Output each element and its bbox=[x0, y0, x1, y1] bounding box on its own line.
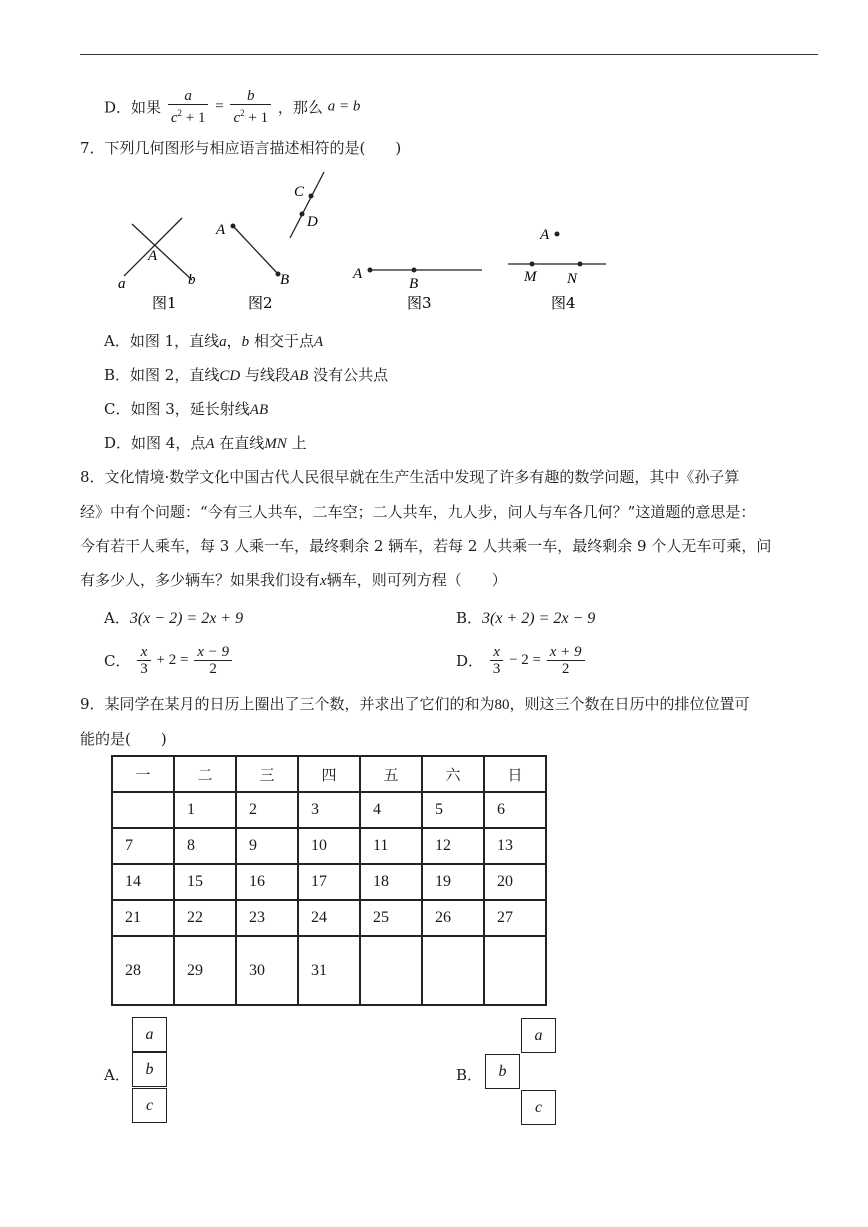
weekday-header: 四 bbox=[298, 756, 360, 792]
fraction-numerator: x + 9 bbox=[549, 644, 582, 660]
stem-text: 9．某同学在某月的日历上圈出了三个数，并求出了它们的和为 bbox=[80, 695, 495, 713]
point-label-B: B bbox=[409, 276, 419, 292]
calendar-cell: 22 bbox=[174, 900, 236, 936]
q8-stem-line1: 8．文化情境·数学文化中国古代人民很早就在生产生活中发现了许多有趣的数学问题，其中《孙子算 bbox=[80, 468, 740, 486]
option-text: ，那么 bbox=[277, 98, 323, 117]
calendar-cell: 23 bbox=[236, 900, 298, 936]
pattern-cell-b: b bbox=[485, 1054, 520, 1089]
fraction bbox=[547, 644, 585, 677]
q8-stem-line2: 经》中有个问题：“今有三人共车，二车空；二人共车，九人步，问人与车各几何？”这道题的意思是： bbox=[80, 503, 756, 521]
calendar-cell: 3 bbox=[298, 792, 360, 828]
line-label-a: a bbox=[118, 276, 126, 292]
point-label-D: D bbox=[307, 214, 318, 230]
option-math: AB bbox=[249, 402, 269, 418]
q7-stem: 7．下列几何图形与相应语言描述相符的是( ) bbox=[80, 139, 402, 157]
calendar-cell: 6 bbox=[484, 792, 546, 828]
point-label-C: C bbox=[294, 184, 305, 200]
option-text: 没有公共点 bbox=[308, 366, 389, 384]
option-text: 上 bbox=[286, 434, 307, 452]
calendar-cell bbox=[484, 936, 546, 1005]
fraction-denominator: 2 bbox=[194, 660, 232, 677]
fraction bbox=[194, 644, 232, 677]
option-text: D．如图 4，点 bbox=[104, 434, 206, 452]
denominator-rest: + 1 bbox=[244, 110, 269, 126]
figure-2 bbox=[215, 172, 324, 312]
calendar-cell: 2 bbox=[236, 792, 298, 828]
calendar-cell: 12 bbox=[422, 828, 484, 864]
header-rule bbox=[80, 54, 818, 55]
option-text: A．如图 1，直线 bbox=[104, 332, 220, 350]
point-label-A: A bbox=[216, 222, 226, 238]
weekday-header: 六 bbox=[422, 756, 484, 792]
figure-caption: 图2 bbox=[248, 294, 273, 312]
option-label: D．如果 bbox=[104, 98, 162, 117]
stem-number: 80 bbox=[494, 697, 510, 713]
option-math: 3(x + 2) = 2x − 9 bbox=[482, 610, 596, 627]
q8-option-a[interactable] bbox=[104, 607, 243, 628]
calendar-cell: 18 bbox=[360, 864, 422, 900]
fraction-denominator: 3 bbox=[490, 660, 504, 677]
option-text: 在直线 bbox=[214, 434, 265, 452]
q8-stem-line3: 今有若干人乘车，每 3 人乘一车，最终剩余 2 辆车，若每 2 人共乘一车，最终剩余 9 个人无车可乘，问 bbox=[80, 537, 772, 555]
equals-sign: = bbox=[215, 98, 224, 115]
weekday-header: 二 bbox=[174, 756, 236, 792]
option-label: B． bbox=[456, 609, 483, 627]
point-label-A: A bbox=[540, 227, 550, 243]
calendar-row bbox=[112, 828, 546, 864]
calendar-cell: 4 bbox=[360, 792, 422, 828]
option-math: CD bbox=[219, 368, 241, 384]
option-text: 相交于点 bbox=[249, 332, 314, 350]
fraction-denominator: 2 bbox=[547, 660, 585, 677]
q9-option-b-label[interactable]: B． bbox=[456, 1066, 483, 1084]
calendar-row bbox=[112, 900, 546, 936]
weekday-header: 五 bbox=[360, 756, 422, 792]
q9-option-a-label[interactable]: A． bbox=[104, 1066, 130, 1084]
calendar-cell: 24 bbox=[298, 900, 360, 936]
option-math: a bbox=[219, 334, 227, 350]
option-math: + 2 = bbox=[152, 652, 193, 668]
q7-option-d[interactable] bbox=[104, 432, 307, 453]
fraction-numerator: x bbox=[140, 644, 148, 660]
option-math: − 2 = bbox=[505, 652, 545, 668]
exponent: 2 bbox=[240, 108, 245, 118]
calendar-cell: 10 bbox=[298, 828, 360, 864]
option-math: AB bbox=[289, 368, 309, 384]
pattern-cell-c: c bbox=[132, 1088, 167, 1123]
q8-option-c[interactable] bbox=[104, 644, 234, 680]
option-text: B．如图 2，直线 bbox=[104, 366, 220, 384]
exponent: 2 bbox=[177, 108, 182, 118]
weekday-header: 日 bbox=[484, 756, 546, 792]
fraction-denominator: 3 bbox=[137, 660, 151, 677]
option-label: C． bbox=[104, 652, 131, 670]
weekday-header: 三 bbox=[236, 756, 298, 792]
calendar-cell: 11 bbox=[360, 828, 422, 864]
point-label-A: A bbox=[148, 248, 158, 264]
figure-caption: 图3 bbox=[407, 294, 432, 312]
calendar-cell: 8 bbox=[174, 828, 236, 864]
q8-option-b[interactable] bbox=[456, 607, 595, 628]
q8-stem-line4 bbox=[80, 569, 507, 590]
weekday-header: 一 bbox=[112, 756, 174, 792]
q7-option-a[interactable] bbox=[104, 330, 323, 351]
pattern-cell-a: a bbox=[132, 1017, 167, 1052]
stem-text: ，则这三个数在日历中的排位位置可 bbox=[509, 695, 750, 713]
calendar-cell: 28 bbox=[112, 936, 174, 1005]
option-math: 3(x − 2) = 2x + 9 bbox=[129, 610, 244, 627]
calendar-cell: 16 bbox=[236, 864, 298, 900]
calendar-cell: 1 bbox=[174, 792, 236, 828]
stem-text: 有多少人，多少辆车？如果我们设有 bbox=[80, 571, 321, 589]
stem-variable: x bbox=[320, 573, 327, 589]
calendar-cell: 25 bbox=[360, 900, 422, 936]
calendar-cell: 21 bbox=[112, 900, 174, 936]
calendar-cell: 31 bbox=[298, 936, 360, 1005]
fraction-numerator: b bbox=[247, 88, 255, 104]
calendar-header-row bbox=[112, 756, 546, 792]
calendar-cell: 27 bbox=[484, 900, 546, 936]
point-label-M: M bbox=[524, 269, 537, 285]
calendar-cell bbox=[422, 936, 484, 1005]
option-text: C．如图 3，延长射线 bbox=[104, 400, 250, 418]
calendar-row bbox=[112, 792, 546, 828]
q9-stem-line1 bbox=[80, 693, 750, 714]
option-label: D． bbox=[456, 652, 484, 670]
fraction-left bbox=[168, 88, 209, 126]
calendar-row bbox=[112, 864, 546, 900]
denominator-rest: + 1 bbox=[181, 110, 206, 126]
pattern-cell-b: b bbox=[132, 1052, 167, 1087]
option-math: a = b bbox=[327, 98, 361, 115]
calendar-cell: 15 bbox=[174, 864, 236, 900]
calendar-cell: 17 bbox=[298, 864, 360, 900]
fraction-denominator: c bbox=[233, 110, 241, 126]
calendar-cell bbox=[112, 792, 174, 828]
calendar-row bbox=[112, 936, 546, 1005]
calendar-cell: 19 bbox=[422, 864, 484, 900]
calendar-cell: 13 bbox=[484, 828, 546, 864]
calendar-cell bbox=[360, 936, 422, 1005]
calendar-table bbox=[111, 755, 547, 1006]
pattern-cell-c: c bbox=[521, 1090, 556, 1125]
figure-4 bbox=[508, 227, 606, 312]
q7-option-b[interactable] bbox=[104, 364, 388, 385]
option-math: MN bbox=[264, 436, 287, 452]
calendar-cell: 7 bbox=[112, 828, 174, 864]
point-label-B: B bbox=[280, 272, 290, 288]
figure-3 bbox=[352, 266, 482, 312]
option-text: ， bbox=[226, 332, 242, 350]
option-label: A． bbox=[104, 609, 130, 627]
calendar-cell: 30 bbox=[236, 936, 298, 1005]
fraction-right bbox=[230, 88, 271, 126]
calendar-cell: 20 bbox=[484, 864, 546, 900]
fraction bbox=[490, 644, 504, 677]
calendar-cell: 14 bbox=[112, 864, 174, 900]
figure-caption: 图1 bbox=[152, 294, 177, 312]
stem-text: 辆车，则可列方程（ ） bbox=[326, 571, 507, 589]
fraction-numerator: x − 9 bbox=[197, 644, 229, 660]
calendar-cell: 29 bbox=[174, 936, 236, 1005]
point-label-N: N bbox=[567, 271, 578, 287]
point-label-A: A bbox=[353, 266, 363, 282]
q7-figures bbox=[0, 170, 868, 320]
figure-caption: 图4 bbox=[551, 294, 576, 312]
fraction bbox=[137, 644, 151, 677]
fraction-numerator: x bbox=[493, 644, 500, 660]
option-math: A bbox=[205, 436, 215, 452]
fraction-denominator: c bbox=[170, 110, 178, 126]
option-text: 与线段 bbox=[240, 366, 290, 384]
option-math: b bbox=[241, 334, 250, 350]
fraction-numerator: a bbox=[184, 88, 192, 104]
q8-option-d[interactable] bbox=[456, 644, 587, 680]
calendar-cell: 5 bbox=[422, 792, 484, 828]
line-label-b: b bbox=[188, 272, 196, 288]
pattern-cell-a: a bbox=[521, 1018, 556, 1053]
q9-stem-line2: 能的是( ) bbox=[80, 730, 167, 748]
q6-option-d[interactable] bbox=[104, 88, 360, 124]
calendar-cell: 9 bbox=[236, 828, 298, 864]
calendar-cell: 26 bbox=[422, 900, 484, 936]
figure-1 bbox=[118, 218, 196, 312]
option-math: A bbox=[313, 334, 324, 350]
q7-option-c[interactable] bbox=[104, 398, 268, 419]
